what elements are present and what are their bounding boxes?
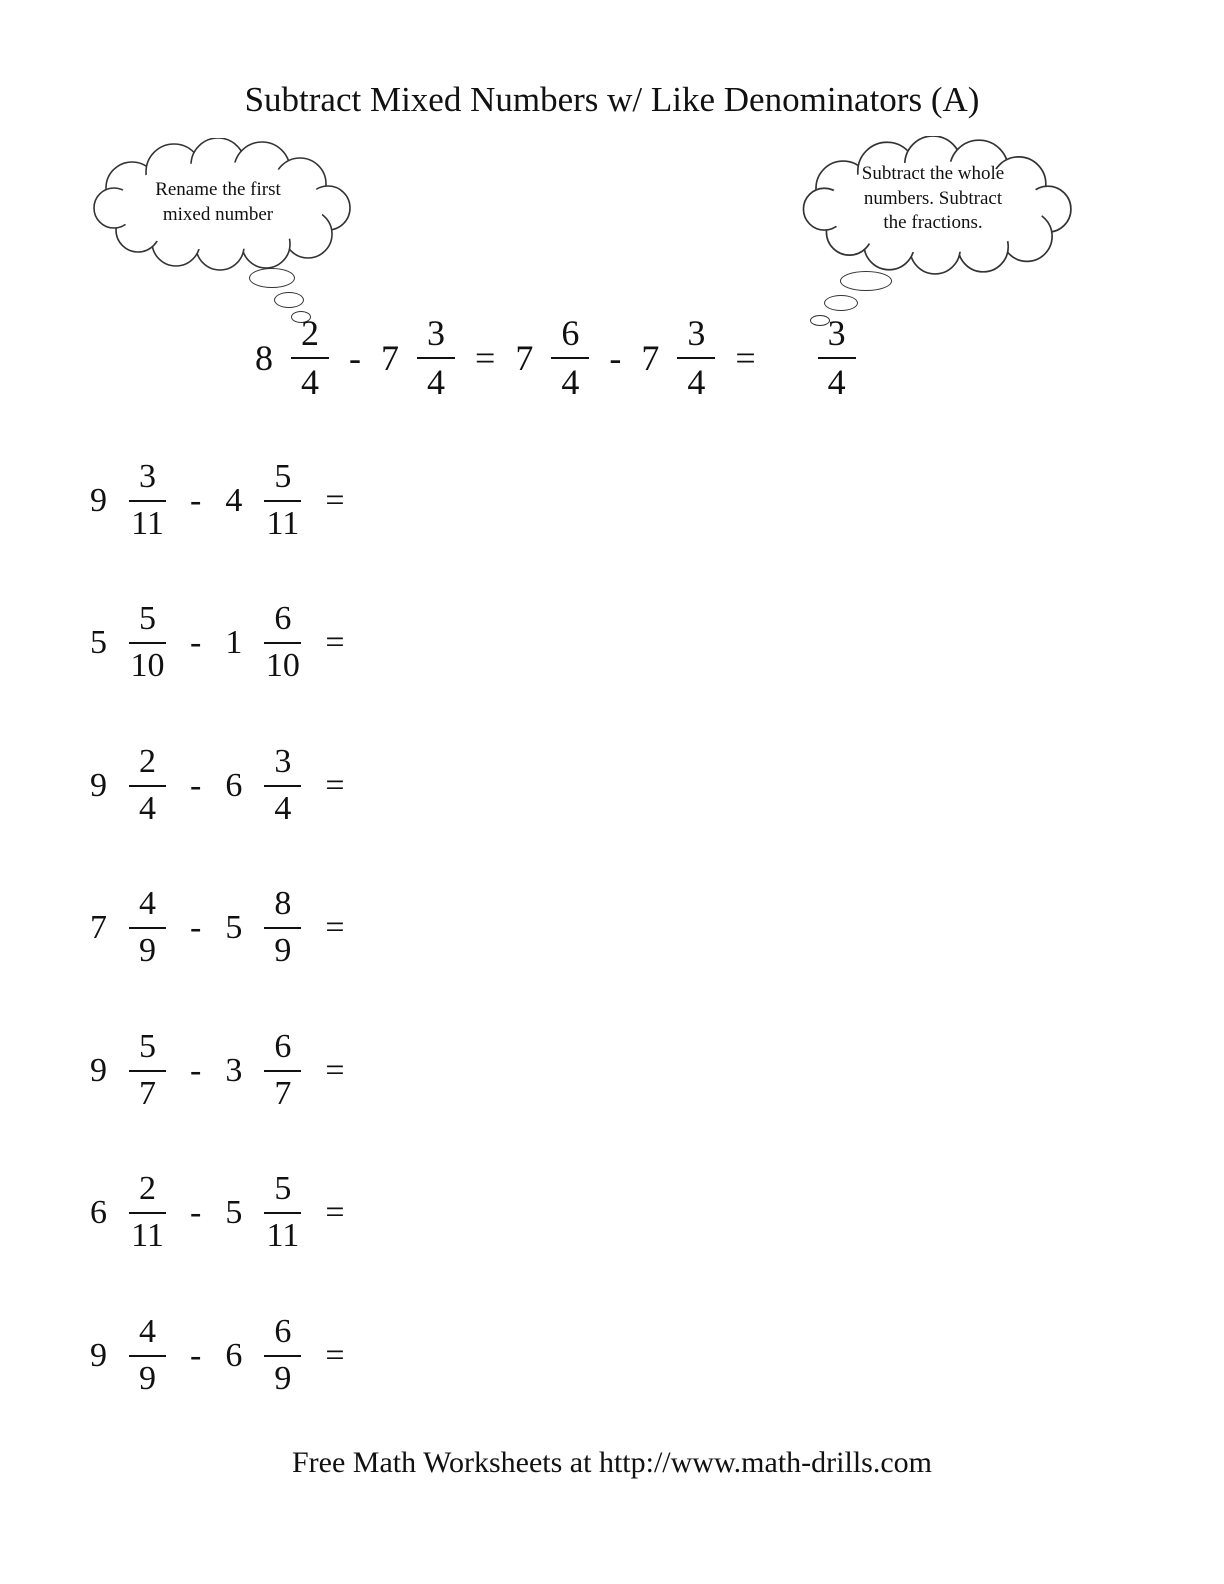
numerator: 6 xyxy=(264,1029,301,1072)
problem-row xyxy=(90,459,347,542)
whole-number: 7 xyxy=(381,337,399,378)
denominator: 9 xyxy=(274,931,292,969)
cloud-text-line: the fractions. xyxy=(883,212,983,234)
numerator: 2 xyxy=(129,744,166,787)
denominator: 11 xyxy=(131,1216,164,1254)
minus-operator: - xyxy=(190,481,202,519)
whole-number: 9 xyxy=(90,1336,107,1374)
whole-number: 6 xyxy=(90,1193,107,1231)
numerator: 3 xyxy=(129,459,166,502)
fraction xyxy=(264,601,301,684)
denominator: 4 xyxy=(561,361,580,402)
fraction xyxy=(129,459,166,542)
whole-number: 9 xyxy=(90,481,107,519)
minus-operator: - xyxy=(190,1193,202,1231)
numerator: 2 xyxy=(129,1171,166,1214)
problem-row xyxy=(90,1029,347,1112)
fraction xyxy=(264,744,301,827)
equals-sign: = xyxy=(325,623,345,661)
problem-row xyxy=(90,886,347,969)
minus-operator: - xyxy=(190,908,202,946)
thought-cloud-rename xyxy=(82,138,354,272)
thought-bubble xyxy=(249,268,295,288)
cloud-text-line: mixed number xyxy=(162,203,274,225)
cloud-text xyxy=(788,162,1078,236)
denominator: 7 xyxy=(139,1074,156,1112)
whole-number: 5 xyxy=(225,908,243,946)
cloud-text-line: Rename the first xyxy=(155,179,281,200)
thought-cloud-subtract xyxy=(788,136,1078,276)
numerator: 2 xyxy=(291,314,329,359)
numerator: 8 xyxy=(264,886,301,929)
problem-row xyxy=(90,601,347,684)
minus-operator: - xyxy=(190,1051,202,1089)
fraction xyxy=(129,744,166,827)
equals-sign: = xyxy=(325,1051,345,1089)
minus-operator: - xyxy=(190,623,202,661)
answer-fraction xyxy=(818,314,856,402)
fraction xyxy=(264,1314,301,1397)
denominator: 4 xyxy=(427,361,445,402)
denominator: 4 xyxy=(687,361,706,402)
denominator: 10 xyxy=(130,646,165,684)
denominator: 10 xyxy=(265,646,300,684)
whole-number: 8 xyxy=(255,337,273,378)
cloud-text-line: Subtract the whole xyxy=(861,163,1005,184)
denominator: 11 xyxy=(266,504,300,542)
whole-number: 5 xyxy=(225,1193,243,1231)
numerator: 5 xyxy=(264,1171,301,1214)
whole-number: 9 xyxy=(90,766,107,804)
numerator: 5 xyxy=(129,1029,166,1072)
minus-operator: - xyxy=(349,337,361,378)
problem-row xyxy=(90,1171,347,1254)
equals-sign: = xyxy=(475,337,496,378)
example-row xyxy=(255,314,856,402)
thought-bubble xyxy=(274,292,304,308)
problem-row xyxy=(90,744,347,827)
denominator: 4 xyxy=(301,361,319,402)
numerator: 5 xyxy=(264,459,301,502)
equals-sign: = xyxy=(735,337,756,378)
equals-sign: = xyxy=(325,908,345,946)
whole-number: 9 xyxy=(90,1051,107,1089)
whole-number: 6 xyxy=(225,1336,243,1374)
numerator: 3 xyxy=(264,744,301,787)
fraction xyxy=(264,1171,301,1254)
denominator: 4 xyxy=(274,789,292,827)
numerator: 4 xyxy=(129,1314,166,1357)
whole-number: 7 xyxy=(90,908,107,946)
fraction xyxy=(264,459,301,542)
whole-number: 1 xyxy=(225,623,243,661)
denominator: 9 xyxy=(139,1359,156,1397)
page-title: Subtract Mixed Numbers w/ Like Denominators (A) xyxy=(244,80,980,119)
whole-number: 3 xyxy=(225,1051,243,1089)
equals-sign: = xyxy=(325,1193,345,1231)
numerator: 6 xyxy=(264,1314,301,1357)
cloud-text xyxy=(82,178,354,227)
denominator: 7 xyxy=(274,1074,292,1112)
numerator: 5 xyxy=(129,601,166,644)
thought-bubble xyxy=(824,295,858,311)
fraction xyxy=(291,314,329,402)
numerator: 3 xyxy=(417,314,455,359)
equals-sign: = xyxy=(325,766,345,804)
denominator: 9 xyxy=(139,931,156,969)
whole-number: 6 xyxy=(225,766,243,804)
cloud-text-line: numbers. Subtract xyxy=(863,187,1003,209)
denominator: 4 xyxy=(827,361,846,402)
numerator: 6 xyxy=(551,314,589,359)
fraction xyxy=(417,314,455,402)
footer-credit: Free Math Worksheets at http://www.math-drills.com xyxy=(292,1446,932,1479)
numerator: 3 xyxy=(677,314,715,359)
problem-row xyxy=(90,1314,347,1397)
fraction xyxy=(129,1029,166,1112)
whole-number: 5 xyxy=(90,623,107,661)
minus-operator: - xyxy=(609,337,622,378)
minus-operator: - xyxy=(190,1336,202,1374)
fraction xyxy=(129,886,166,969)
fraction xyxy=(677,314,715,402)
numerator: 6 xyxy=(264,601,301,644)
fraction xyxy=(129,601,166,684)
equals-sign: = xyxy=(325,1336,345,1374)
minus-operator: - xyxy=(190,766,202,804)
thought-bubble xyxy=(840,271,892,291)
denominator: 9 xyxy=(274,1359,292,1397)
numerator: 4 xyxy=(129,886,166,929)
denominator: 4 xyxy=(139,789,156,827)
fraction xyxy=(551,314,589,402)
fraction xyxy=(264,886,301,969)
numerator: 3 xyxy=(818,314,856,359)
fraction xyxy=(129,1171,166,1254)
denominator: 11 xyxy=(266,1216,300,1254)
whole-number: 4 xyxy=(225,481,243,519)
equals-sign: = xyxy=(325,481,345,519)
denominator: 11 xyxy=(131,504,164,542)
whole-number: 7 xyxy=(641,337,660,378)
fraction xyxy=(129,1314,166,1397)
whole-number: 7 xyxy=(515,337,534,378)
fraction xyxy=(264,1029,301,1112)
